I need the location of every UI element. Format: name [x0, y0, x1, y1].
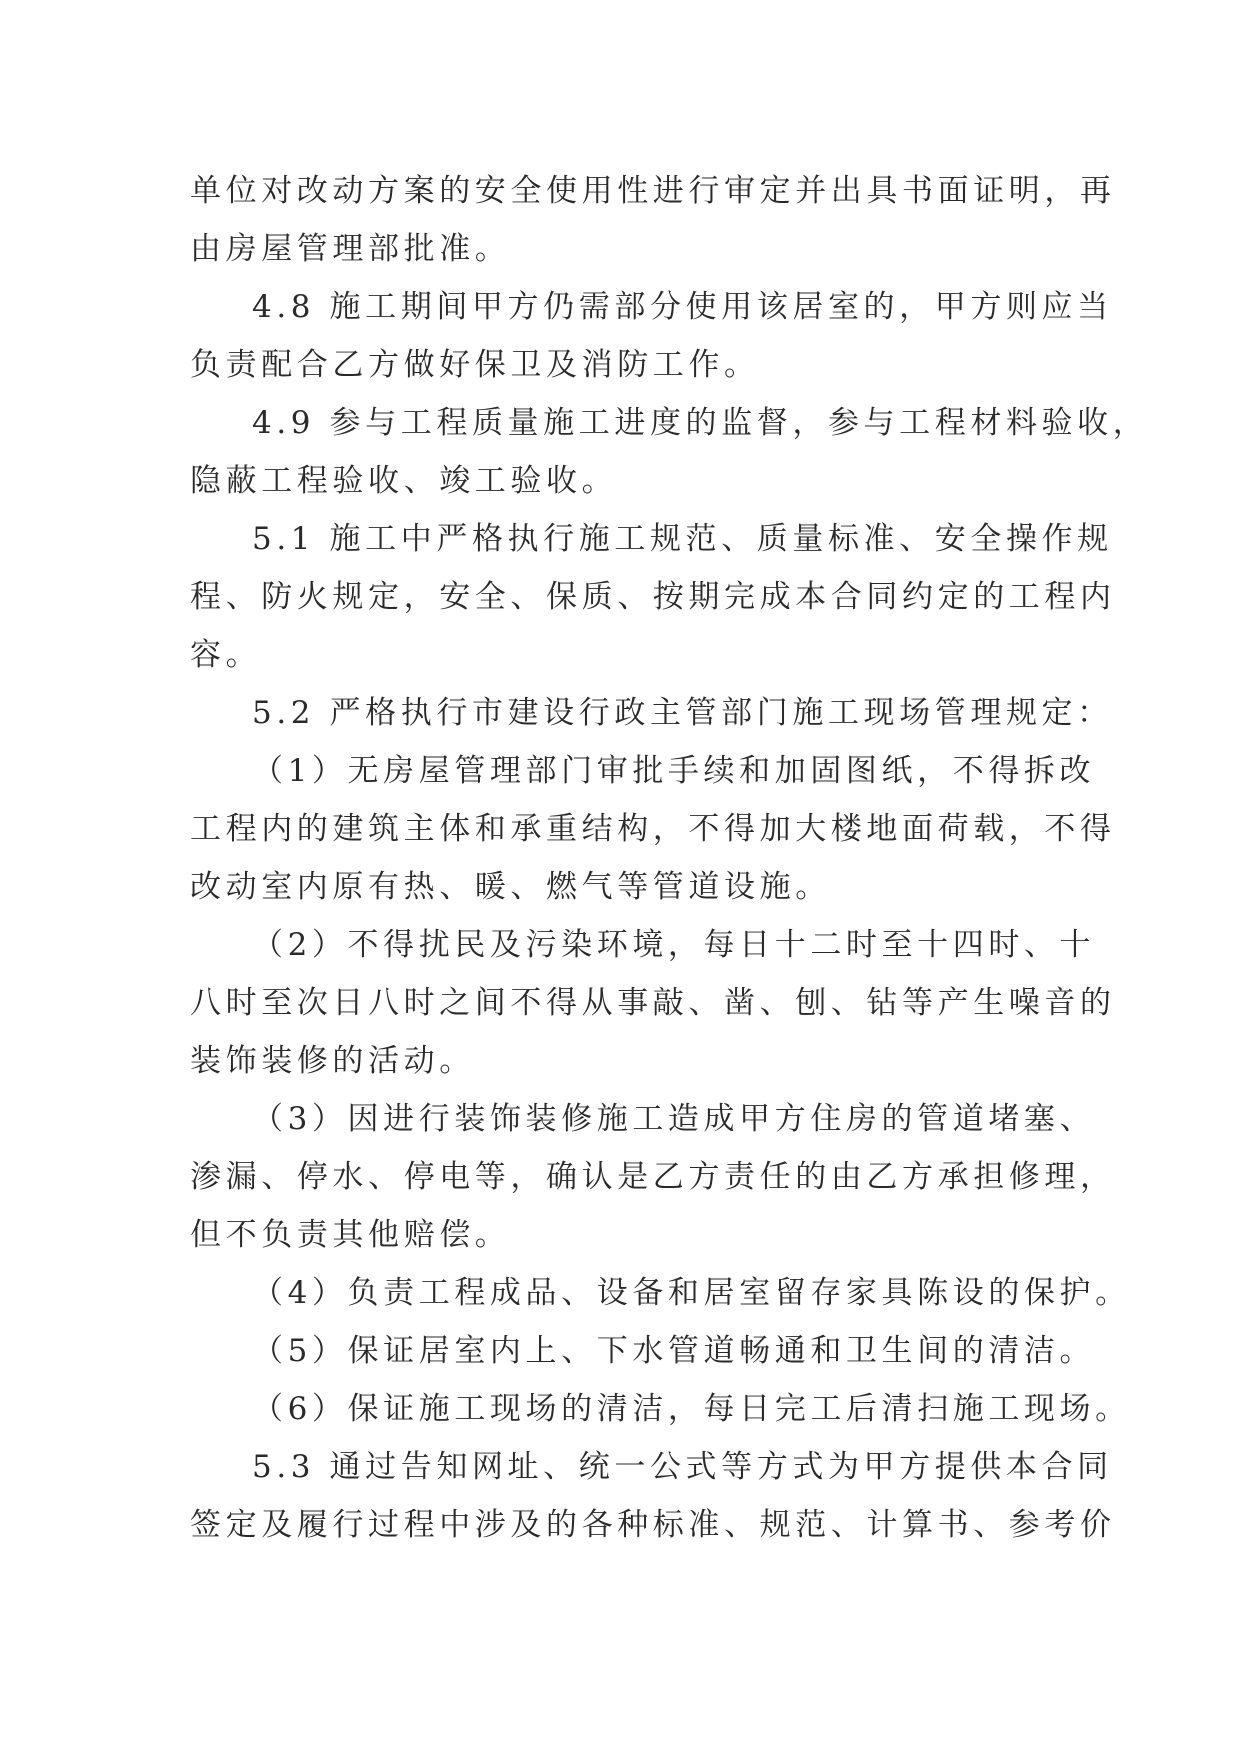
text-line: 工程内的建筑主体和承重结构，不得加大楼地面荷载，不得	[190, 811, 1116, 847]
text-line: 但不负责其他赔偿。	[190, 1217, 511, 1253]
text-line: （5）保证居室内上、下水管道畅通和卫生间的清洁。	[252, 1333, 1096, 1369]
text-line: 负责配合乙方做好保卫及消防工作。	[190, 347, 760, 383]
text-line: 隐蔽工程验收、竣工验收。	[190, 463, 618, 499]
text-line: 由房屋管理部批准。	[190, 231, 511, 267]
text-line: （2）不得扰民及污染环境，每日十二时至十四时、十	[252, 927, 1096, 963]
paragraph-5-2-4	[190, 1264, 1131, 1322]
text-line: 5.1 施工中严格执行施工规范、质量标准、安全操作规	[252, 521, 1113, 557]
text-line: 程、防火规定，安全、保质、按期完成本合同约定的工程内	[190, 579, 1116, 615]
paragraph-4-8	[190, 278, 1113, 394]
text-line: 八时至次日八时之间不得从事敲、凿、刨、钻等产生噪音的	[190, 985, 1116, 1021]
paragraph-intro	[190, 162, 1116, 278]
text-line: （6）保证施工现场的清洁，每日完工后清扫施工现场。	[252, 1391, 1131, 1427]
text-line: 改动室内原有热、暖、燃气等管道设施。	[190, 869, 831, 905]
paragraph-5-2-3	[190, 1090, 1116, 1264]
paragraph-5-2-5	[190, 1322, 1096, 1380]
text-line: 5.3 通过告知网址、统一公式等方式为甲方提供本合同	[252, 1449, 1113, 1485]
text-line: （1）无房屋管理部门审批手续和加固图纸，不得拆改	[252, 753, 1096, 789]
paragraph-5-2-6	[190, 1380, 1131, 1438]
paragraph-4-9	[190, 394, 1149, 510]
text-line: （4）负责工程成品、设备和居室留存家具陈设的保护。	[252, 1275, 1131, 1311]
text-line: 装饰装修的活动。	[190, 1043, 475, 1079]
paragraph-5-2-1	[190, 742, 1116, 916]
paragraph-5-2-2	[190, 916, 1116, 1090]
paragraph-5-2	[190, 684, 1113, 742]
document-body	[190, 162, 1149, 1554]
text-line: 5.2 严格执行市建设行政主管部门施工现场管理规定：	[252, 695, 1113, 731]
text-line: 单位对改动方案的安全使用性进行审定并出具书面证明，再	[190, 173, 1116, 209]
text-line: 渗漏、停水、停电等，确认是乙方责任的由乙方承担修理，	[190, 1159, 1116, 1195]
paragraph-5-3	[190, 1438, 1116, 1554]
text-line: 4.9 参与工程质量施工进度的监督，参与工程材料验收，	[252, 405, 1149, 441]
text-line: 签定及履行过程中涉及的各种标准、规范、计算书、参考价	[190, 1507, 1116, 1543]
paragraph-5-1	[190, 510, 1116, 684]
text-line: （3）因进行装饰装修施工造成甲方住房的管道堵塞、	[252, 1101, 1096, 1137]
text-line: 容。	[190, 637, 262, 673]
text-line: 4.8 施工期间甲方仍需部分使用该居室的，甲方则应当	[252, 289, 1113, 325]
